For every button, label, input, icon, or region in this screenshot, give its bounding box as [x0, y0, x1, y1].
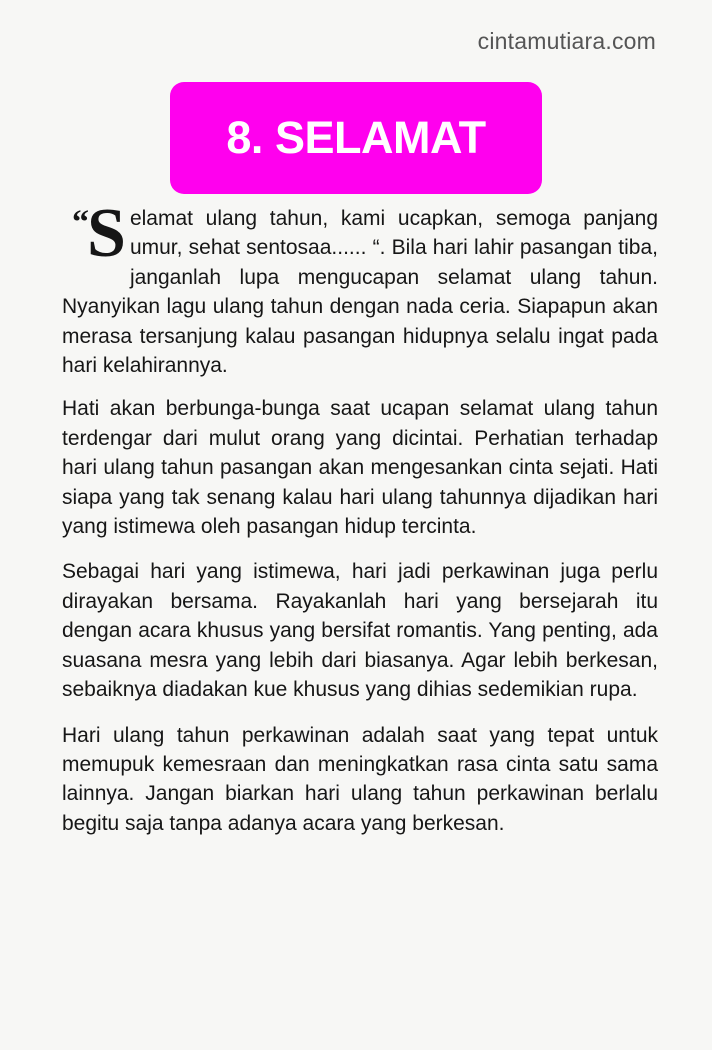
- drop-cap-letter: S: [87, 195, 126, 272]
- page-title: 8. SELAMAT: [226, 112, 486, 163]
- article-body: [62, 195, 658, 854]
- paragraph-1: [62, 195, 658, 380]
- paragraph-3: Sebagai hari yang istimewa, hari jadi perkawinan juga perlu dirayakan bersama. Rayakanlah hari yang bersejarah itu dengan acara khusus yang bersifat romantis. Yang penting, ada suasana mesra yang lebih dari biasanya. Agar lebih berkesan, sebaiknya diadakan kue khusus yang dihias sedemikian rupa.: [62, 560, 658, 702]
- paragraph-2: Hati akan berbunga-bunga saat ucapan selamat ulang tahun terdengar dari mulut orang yang dicintai. Perhatian terhadap hari ulang tahun pasangan akan mengesankan cinta sejati. Hati siapa yang tak senang kalau hari ulang tahunnya dijadikan hari yang istimewa oleh pasangan hidup tercinta.: [62, 397, 658, 539]
- title-banner: [170, 82, 542, 194]
- opening-quote-mark: “: [72, 204, 89, 241]
- paragraph-4: Hari ulang tahun perkawinan adalah saat yang tepat untuk memupuk kemesraan dan meningkatkan rasa cinta satu sama lainnya. Jangan biarkan hari ulang tahun perkawinan berlalu begitu saja tanpa adanya acara yang berkesan.: [62, 723, 658, 835]
- paragraph-1-text: elamat ulang tahun, kami ucapkan, semoga panjang umur, sehat sentosaa...... “. Bila hari lahir pasangan tiba, janganlah lupa mengucapan selamat ulang tahun. Nyanyikan lagu ulang tahun dengan nada ceria. Siapapun akan merasa tersanjung kalau pasangan hidupnya selalu ingat pada hari kelahirannya.: [62, 207, 658, 378]
- site-watermark: cintamutiara.com: [477, 28, 656, 54]
